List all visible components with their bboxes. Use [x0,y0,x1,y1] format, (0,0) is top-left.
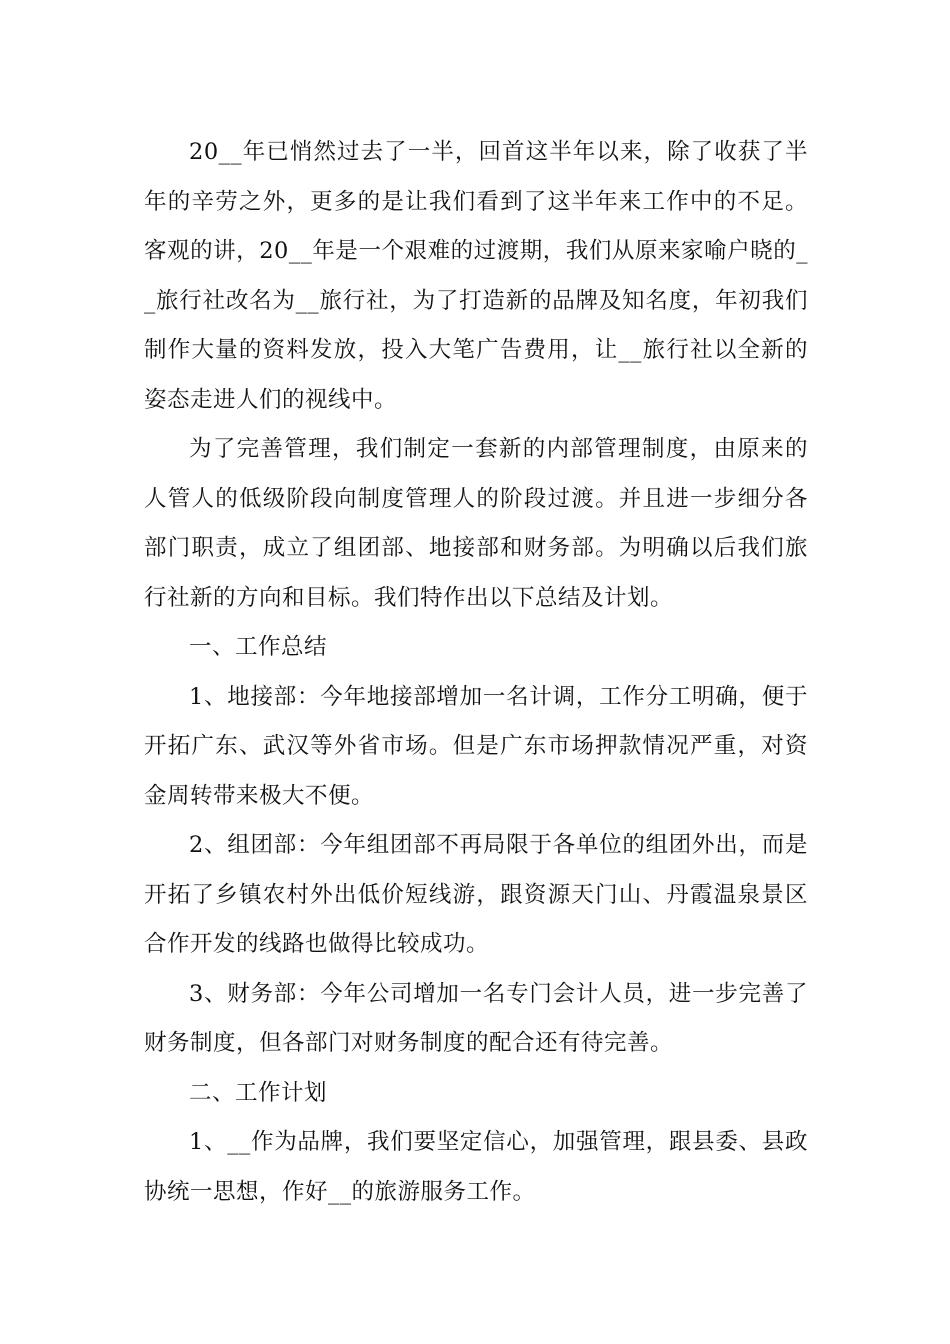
section-heading-work-plan: 二、工作计划 [189,1079,328,1106]
summary-item-finance: 3、财务部：今年公司增加一名专门会计人员，进一步完善了财务制度，但各部门对财务制度的配合还有待完善。 [144,980,808,1056]
document-body [144,128,808,1217]
section-heading-work-summary: 一、工作总结 [189,634,328,660]
intro-paragraph: 20__年已悄然过去了一半，回首这半年以来，除了收获了半年的辛劳之外，更多的是让我们看到了这半年来工作中的不足。客观的讲，20__年是一个艰难的过渡期，我们从原来家喻户晓的__旅行社改名为__旅行社，为了打造新的品牌及知名度，年初我们制作大量的资料发放，投入大笔广告费用，让__旅行社以全新的姿态走进人们的视线中。 [144,139,808,413]
summary-item-ground-operations: 1、地接部：今年地接部增加一名计调，工作分工明确，便于开拓广东、武汉等外省市场。但是广东市场押款情况严重，对资金周转带来极大不便。 [144,683,808,809]
summary-item-group-tours: 2、组团部：今年组团部不再局限于各单位的组团外出，而是开拓了乡镇农村外出低价短线游，跟资源天门山、丹霞温泉景区合作开发的线路也做得比较成功。 [144,832,808,957]
management-paragraph: 为了完善管理，我们制定一套新的内部管理制度，由原来的人管人的低级阶段向制度管理人的阶段过渡。并且进一步细分各部门职责，成立了组团部、地接部和财务部。为明确以后我们旅行社新的方向和目标。我们特作出以下总结及计划。 [144,436,808,611]
plan-item-brand: 1、__作为品牌，我们要坚定信心，加强管理，跟县委、县政协统一思想，作好__的旅游服务工作。 [144,1129,808,1205]
